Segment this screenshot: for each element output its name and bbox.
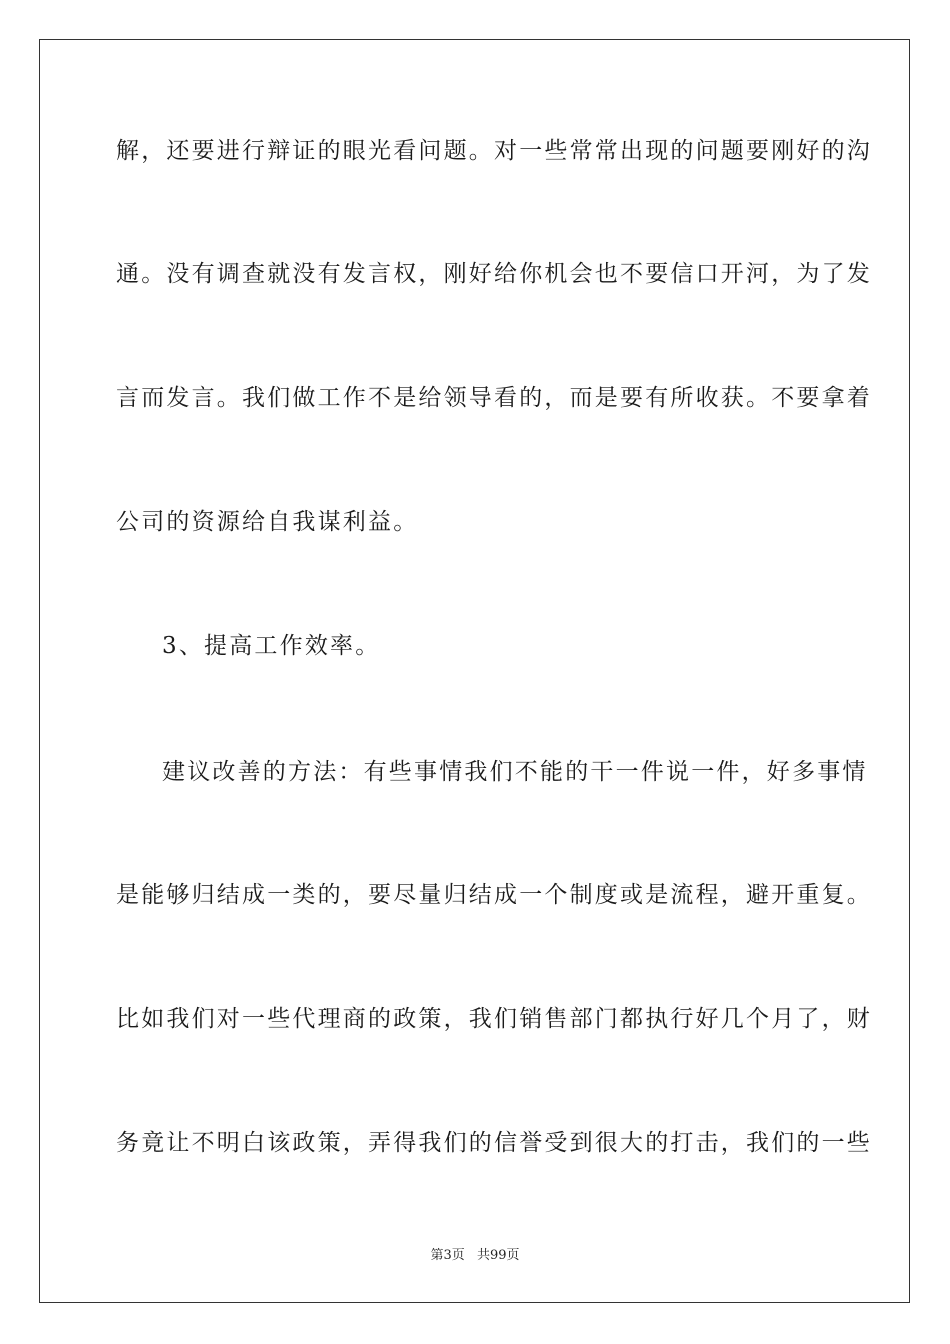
page-total: 共99页 — [476, 1248, 520, 1263]
body-text-line-8: 比如我们对一些代理商的政策，我们销售部门都执行好几个月了，财 — [116, 1006, 872, 1032]
page-footer — [0, 1246, 950, 1266]
page-number: 第3页 — [430, 1248, 465, 1263]
page-border — [39, 39, 910, 1303]
body-text-line-2: 通。没有调查就没有发言权，刚好给你机会也不要信口开河，为了发 — [116, 261, 872, 287]
body-text-line-4: 公司的资源给自我谋利益。 — [116, 509, 419, 535]
body-text-line-7: 是能够归结成一类的，要尽量归结成一个制度或是流程，避开重复。 — [116, 882, 872, 908]
body-text-line-6: 建议改善的方法：有些事情我们不能的干一件说一件，好多事情 — [162, 759, 868, 785]
body-text-line-9: 务竟让不明白该政策，弄得我们的信誉受到很大的打击，我们的一些 — [116, 1130, 872, 1156]
section-heading: 3、提高工作效率。 — [162, 633, 381, 659]
body-text-line-1: 解，还要进行辩证的眼光看问题。对一些常常出现的问题要刚好的沟 — [116, 138, 872, 164]
body-text-line-3: 言而发言。我们做工作不是给领导看的，而是要有所收获。不要拿着 — [116, 385, 872, 411]
